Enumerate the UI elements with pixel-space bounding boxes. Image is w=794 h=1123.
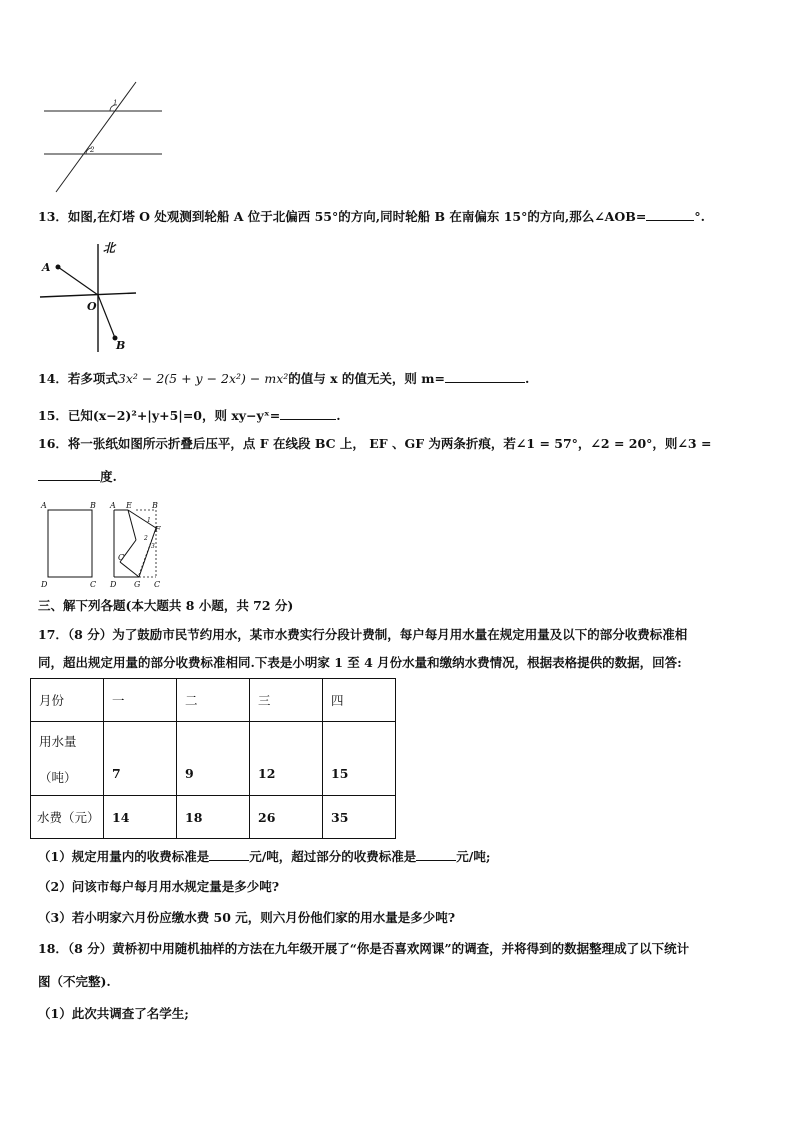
q15-blank xyxy=(280,407,336,420)
question-13: 13．如图,在灯塔 O 处观测到轮船 A 位于北偏西 55°的方向,同时轮船 B 在南偏东 15°的方向,那么∠AOB= °. xyxy=(38,209,705,224)
polynomial-expression: 3x² − 2(5 + y − 2x²) − mx² xyxy=(117,371,289,386)
point-o-label: O xyxy=(87,300,97,313)
svg-text:B: B xyxy=(152,501,158,510)
svg-text:F: F xyxy=(155,525,161,534)
q16-blank xyxy=(38,468,100,481)
section-heading: 三、解下列各题(本大题共 8 小题，共 72 分) xyxy=(38,598,294,613)
svg-text:1: 1 xyxy=(147,517,151,524)
q14-blank xyxy=(445,370,525,383)
table-row: 用水量 （吨） 7 9 12 15 xyxy=(31,722,396,796)
svg-text:E: E xyxy=(126,501,132,510)
table-row: 水费（元） 14 18 26 35 xyxy=(31,796,396,839)
table-row: 月份 一 二 三 四 xyxy=(31,679,396,722)
svg-text:C: C xyxy=(90,580,97,589)
q17-sub-2: （2）问该市每户每月用水规定量是多少吨? xyxy=(38,879,280,894)
svg-text:D: D xyxy=(110,580,117,589)
folded-paper-figure xyxy=(38,498,168,592)
question-17-line-1: 17．（8 分）为了鼓励市民节约用水，某市水费实行分段计费制，每户每月用水量在规定用量及以下的部分收费标准相 xyxy=(38,627,688,642)
svg-text:B: B xyxy=(90,501,96,510)
question-14: 14．若多项式3x² − 2(5 + y − 2x²) − mx²的值与 x 的值无关，则 m= . xyxy=(38,371,530,386)
q17-sub-1: （1）规定用量内的收费标准是 元/吨，超过部分的收费标准是 元/吨; xyxy=(38,849,491,864)
question-18-line-2: 图（不完整). xyxy=(38,974,111,989)
north-label: 北 xyxy=(103,241,116,255)
svg-text:A: A xyxy=(41,501,47,510)
question-15: 15．已知(x−2)²+|y+5|=0，则 xy−yˣ= . xyxy=(38,408,341,423)
parallel-lines-figure xyxy=(40,78,170,196)
water-fee-table xyxy=(30,678,396,839)
question-17-line-2: 同，超出规定用量的部分收费标准相同.下表是小明家 1 至 4 月份水量和缴纳水费情况，根据表格提供的数据，回答: xyxy=(38,655,682,670)
question-16-line-1: 16．将一张纸如图所示折叠后压平，点 F 在线段 BC 上， EF 、GF 为两条折痕，若∠1 = 57°，∠2 = 20°，则∠3 = xyxy=(38,436,712,451)
svg-text:C: C xyxy=(154,580,161,589)
q18-sub-1: （1）此次共调查了名学生; xyxy=(38,1006,189,1021)
svg-text:2: 2 xyxy=(144,535,148,542)
compass-figure xyxy=(36,240,146,355)
svg-text:D: D xyxy=(41,580,48,589)
q13-blank xyxy=(646,208,694,221)
question-16-line-2: 度. xyxy=(38,468,117,485)
question-18-line-1: 18．（8 分）黄桥初中用随机抽样的方法在九年级开展了“你是否喜欢网课”的调查，并将得到的数据整理成了以下统计 xyxy=(38,941,690,956)
q17-sub-3: （3）若小明家六月份应缴水费 50 元，则六月份他们家的用水量是多少吨? xyxy=(38,910,456,925)
svg-text:A: A xyxy=(110,501,116,510)
point-b-label: B xyxy=(116,339,126,352)
svg-text:G: G xyxy=(134,580,141,589)
q13-text: 13．如图,在灯塔 O 处观测到轮船 A 位于北偏西 55°的方向,同时轮船 B 在南偏东 15°的方向,那么∠AOB= xyxy=(38,209,647,224)
svg-text:3: 3 xyxy=(151,543,155,550)
angle-1-label: 1 xyxy=(113,99,118,107)
svg-text:C′: C′ xyxy=(118,553,126,562)
point-a-label: A xyxy=(42,261,51,274)
angle-2-label: 2 xyxy=(90,146,95,154)
